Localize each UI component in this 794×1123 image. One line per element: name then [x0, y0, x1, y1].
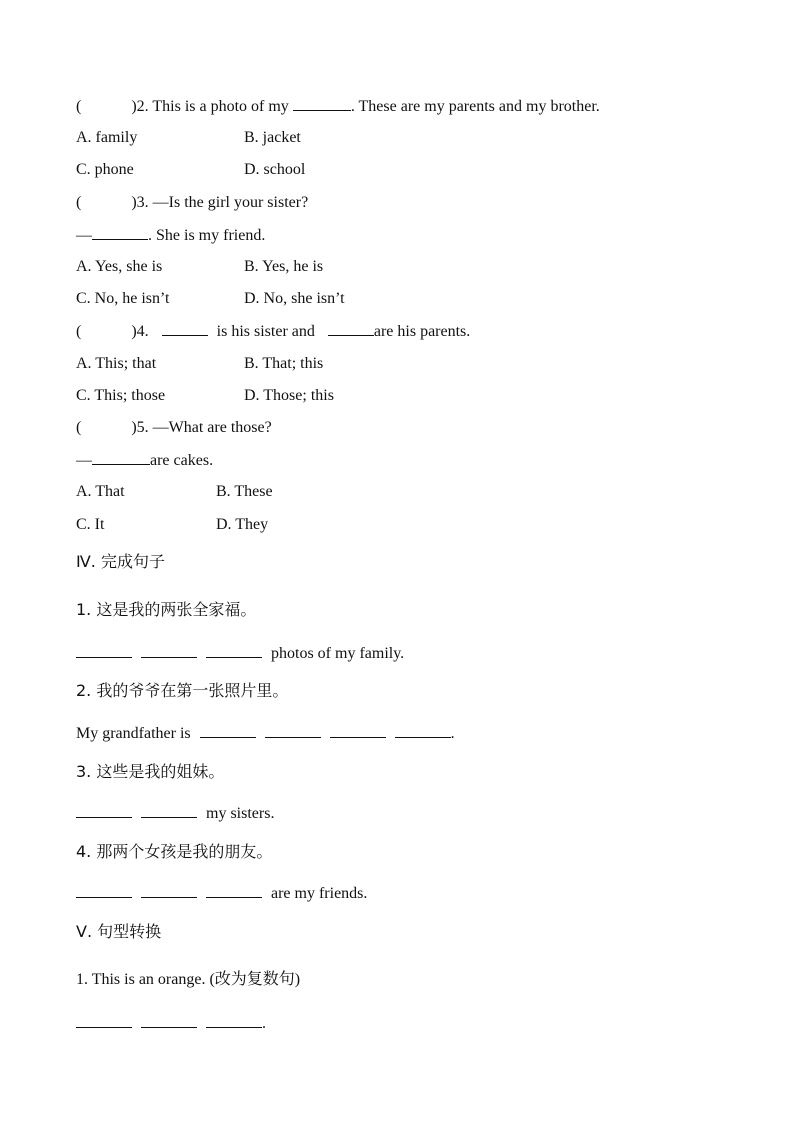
s4-item-1-en [76, 643, 404, 664]
reply-text: are cakes. [150, 452, 214, 469]
question-2-stem [76, 96, 600, 117]
fill-blank[interactable] [92, 225, 148, 240]
sentence-end: . [450, 725, 455, 742]
fill-blank[interactable] [92, 450, 150, 465]
reply-text: . She is my friend. [148, 227, 266, 244]
option-d: D. school [244, 161, 306, 178]
option-row [76, 160, 306, 180]
option-c: C. It [76, 516, 105, 533]
option-a: A. This; that [76, 355, 157, 372]
question-number: )4. [131, 323, 149, 340]
question-text: )2. This is a photo of my [131, 98, 289, 115]
section-5-title: Ⅴ. 句型转换 [76, 922, 162, 941]
fill-blank[interactable] [76, 803, 132, 818]
option-row [76, 257, 324, 277]
option-a: A. Yes, she is [76, 258, 163, 275]
s4-item-4-cn: 4. 那两个女孩是我的朋友。 [76, 842, 273, 861]
fill-blank[interactable] [330, 723, 386, 738]
s4-item-3-en [76, 803, 274, 824]
fill-blank[interactable] [76, 643, 132, 658]
option-row [76, 128, 301, 148]
fill-blank[interactable] [141, 1013, 197, 1028]
fill-blank[interactable] [328, 321, 374, 336]
s4-item-2-cn: 2. 我的爷爷在第一张照片里。 [76, 681, 289, 700]
question-text-end: . These are my parents and my brother. [350, 98, 600, 115]
fill-blank[interactable] [162, 321, 208, 336]
dash: — [76, 452, 92, 469]
sentence-text: my sisters. [206, 805, 275, 822]
option-row [76, 354, 324, 374]
option-row [76, 482, 273, 502]
question-text-end: are his parents. [373, 323, 471, 340]
option-b: B. jacket [244, 129, 301, 146]
fill-blank[interactable] [200, 723, 256, 738]
option-d: D. They [216, 516, 269, 533]
s4-item-1-cn: 1. 这是我的两张全家福。 [76, 600, 257, 619]
s4-item-2-en [76, 723, 455, 744]
option-c: C. phone [76, 161, 134, 178]
question-3-stem [76, 193, 308, 213]
question-text: )5. —What are those? [131, 419, 272, 436]
s4-item-3-cn: 3. 这些是我的姐妹。 [76, 762, 225, 781]
question-3-reply [76, 225, 265, 246]
sentence-end: . [262, 1015, 266, 1032]
question-5-reply [76, 450, 213, 471]
option-a: A. family [76, 129, 138, 146]
fill-blank[interactable] [76, 1013, 132, 1028]
option-b: B. These [216, 483, 273, 500]
fill-blank[interactable] [76, 883, 132, 898]
answer-paren-open: ( [76, 194, 82, 211]
option-d: D. Those; this [244, 387, 334, 404]
option-row [76, 386, 334, 406]
option-a: A. That [76, 483, 125, 500]
section-4-title: Ⅳ. 完成句子 [76, 552, 165, 571]
fill-blank[interactable] [141, 643, 197, 658]
option-row [76, 289, 345, 309]
option-c: C. This; those [76, 387, 166, 404]
fill-blank[interactable] [265, 723, 321, 738]
s4-item-4-en [76, 883, 367, 904]
answer-paren-open: ( [76, 323, 82, 340]
answer-paren-open: ( [76, 419, 82, 436]
sentence-text: photos of my family. [271, 645, 405, 662]
fill-blank[interactable] [206, 883, 262, 898]
sentence-text: are my friends. [271, 885, 368, 902]
question-text: is his sister and [216, 323, 315, 340]
fill-blank[interactable] [141, 883, 197, 898]
s5-item-1-prompt: 1. This is an orange. (改为复数句) [76, 971, 301, 988]
option-c: C. No, he isn’t [76, 290, 170, 307]
fill-blank[interactable] [141, 803, 197, 818]
option-b: B. That; this [244, 355, 324, 372]
option-d: D. No, she isn’t [244, 290, 345, 307]
question-5-stem [76, 418, 272, 438]
fill-blank[interactable] [395, 723, 451, 738]
fill-blank[interactable] [293, 96, 351, 111]
dash: — [76, 227, 92, 244]
answer-paren-open: ( [76, 98, 82, 115]
option-row [76, 515, 269, 535]
fill-blank[interactable] [206, 1013, 262, 1028]
sentence-text: My grandfather is [76, 725, 191, 742]
s5-item-1-answer [76, 1013, 266, 1034]
question-4-stem [76, 321, 470, 342]
question-text: )3. —Is the girl your sister? [131, 194, 309, 211]
option-b: B. Yes, he is [244, 258, 324, 275]
fill-blank[interactable] [206, 643, 262, 658]
